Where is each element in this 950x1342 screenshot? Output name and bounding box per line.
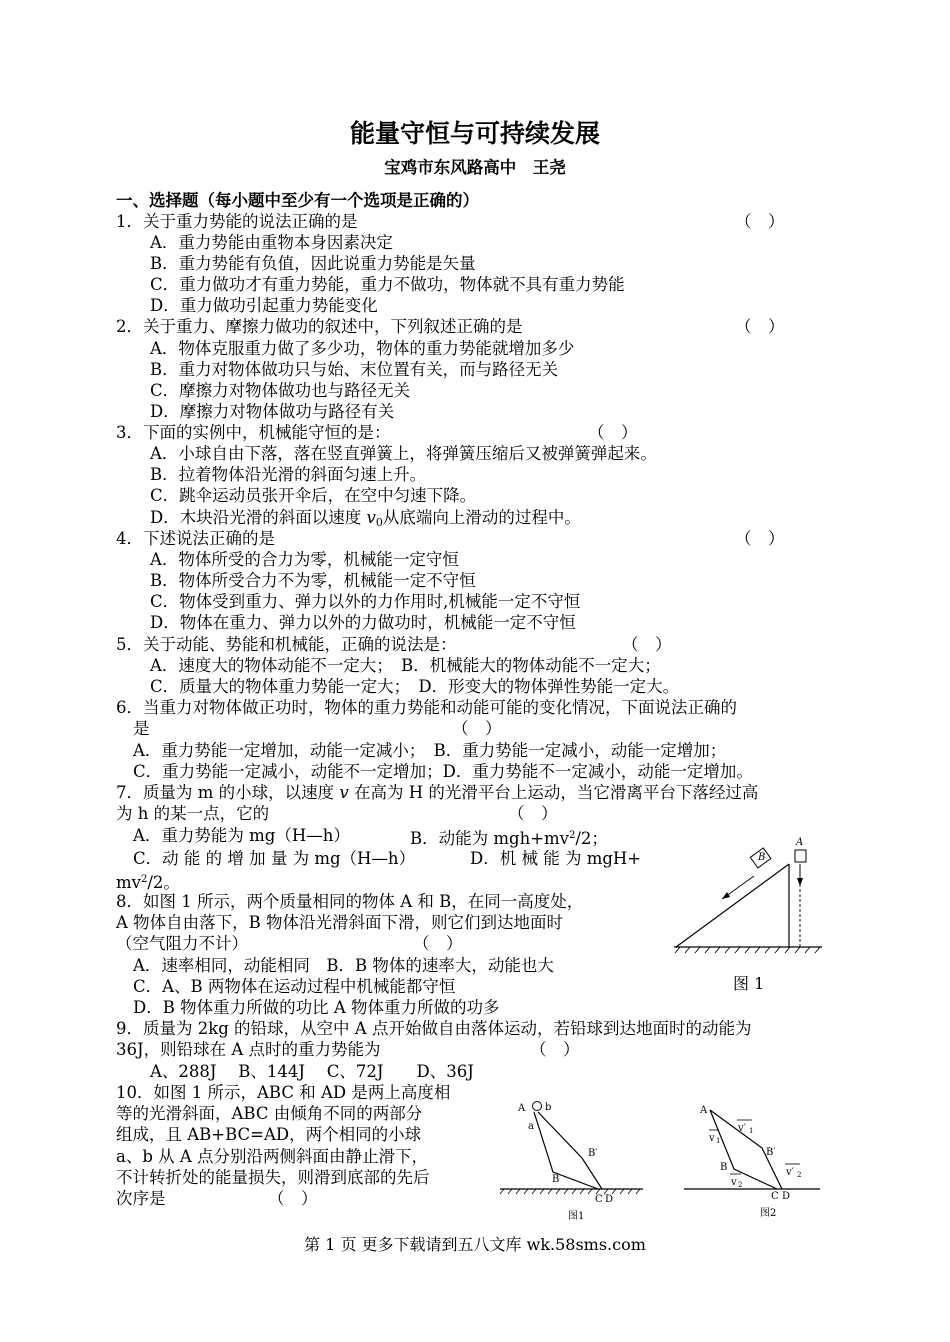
q4-answer-blank: （ ） bbox=[735, 529, 785, 548]
q10-line3: 组成，且 AB+BC=AD，两个相同的小球 bbox=[116, 1125, 422, 1144]
q7-stem-var: v bbox=[339, 783, 349, 802]
q10f2-v2-sub: 2 bbox=[738, 1181, 743, 1189]
q9-answer-blank: （ ） bbox=[530, 1040, 580, 1059]
figure-1-caption: 图 1 bbox=[733, 974, 765, 993]
q10f1-caption: 图1 bbox=[568, 1211, 585, 1222]
q4-option-a: A．物体所受的合力为零，机械能一定守恒 bbox=[150, 550, 459, 569]
q8-option-d: D．B 物体重力所做的功比 A 物体重力所做的功多 bbox=[133, 998, 500, 1017]
q9-stem-line2: 36J，则铅球在 A 点时的重力势能为 bbox=[116, 1040, 381, 1059]
q5-options-cd: C．质量大的物体重力势能一定大； D．形变大的物体弹性势能一定大。 bbox=[150, 677, 680, 696]
q4-option-d: D．物体在重力、弹力以外的力做功时，机械能一定不守恒 bbox=[150, 613, 576, 632]
q2-answer-blank: （ ） bbox=[735, 317, 785, 336]
q8-option-c: C．A、B 两物体在运动过程中机械能都守恒 bbox=[133, 977, 456, 996]
q7-stem-text-end: 在高为 H 的光滑平台上运动，当它滑离平台下落经过高 bbox=[348, 783, 759, 802]
q8-stem-line3: （空气阻力不计） bbox=[116, 934, 248, 953]
q3-option-a: A．小球自由下落，落在竖直弹簧上，将弹簧压缩后又被弹簧弹起来。 bbox=[150, 444, 657, 463]
q7-b-text: B．动能为 mgh+mv bbox=[410, 829, 569, 848]
q2-option-b: B．重力对物体做功只与始、末位置有关，而与路径无关 bbox=[150, 360, 559, 379]
fig1-block-a bbox=[795, 850, 806, 862]
q7-d-text: mv bbox=[116, 873, 141, 892]
q10f2-v1-sub: 1 bbox=[716, 1137, 721, 1145]
q2-stem: 2．关于重力、摩擦力做功的叙述中，下列叙述正确的是 bbox=[116, 317, 523, 336]
q7-d-text-end: /2。 bbox=[147, 873, 180, 892]
q10f1-label-a: a bbox=[528, 1121, 534, 1132]
q9-stem-line1: 9．质量为 2kg 的铅球，从空中 A 点开始做自由落体运动，若铅球到达地面时的动能为 bbox=[116, 1019, 752, 1038]
q1-option-b: B．重力势能有负值，因此说重力势能是矢量 bbox=[150, 254, 476, 273]
q10f1-ground-hatch bbox=[500, 1189, 640, 1194]
q3-answer-blank: （ ） bbox=[588, 423, 638, 442]
q2-option-a: A．物体克服重力做了多少功，物体的重力势能就增加多少 bbox=[150, 339, 575, 358]
section-heading: 一、选择题（每小题中至少有一个选项是正确的） bbox=[116, 191, 479, 210]
q7-stem-line1 bbox=[116, 782, 758, 803]
q6-options-cd: C．重力势能一定减小，动能不一定增加；D．重力势能不一定减小，动能一定增加。 bbox=[133, 762, 753, 781]
page-title: 能量守恒与可持续发展 bbox=[349, 119, 600, 148]
q7-option-a: A．重力势能为 mg（H—h） bbox=[133, 826, 350, 845]
q10f1-label-b: b bbox=[545, 1102, 552, 1113]
q1-option-a: A．重力势能由重物本身因素决定 bbox=[150, 233, 393, 252]
q3-stem: 3．下面的实例中，机械能守恒的是： bbox=[116, 423, 391, 442]
q10f2-label-D: D bbox=[782, 1191, 791, 1202]
q10f2-label-B: B bbox=[720, 1162, 728, 1173]
fig1-ground-hatch bbox=[675, 947, 820, 953]
fig1-arrowhead-a bbox=[797, 878, 803, 886]
q7-b-sup: 2 bbox=[569, 830, 576, 841]
q10f2-label-v1p bbox=[737, 1120, 753, 1135]
q7-option-d: D．机 械 能 为 mgH+ bbox=[470, 849, 642, 868]
q3-d-var: v bbox=[366, 508, 376, 527]
q10-line4: a、b 从 A 点分别沿两侧斜面由静止滑下， bbox=[116, 1147, 429, 1166]
fig1-label-a: A bbox=[796, 837, 804, 848]
q10f1-label-C: C bbox=[595, 1194, 603, 1205]
fig1-arrowhead-b bbox=[722, 892, 730, 899]
q10f2-label-A: A bbox=[700, 1105, 708, 1116]
q3-d-sub: 0 bbox=[375, 516, 383, 529]
q2-option-d: D．摩擦力对物体做功与路径有关 bbox=[150, 402, 395, 421]
q10-line1: 10．如图 1 所示，ABC 和 AD 是两上高度相 bbox=[116, 1083, 451, 1102]
q5-answer-blank: （ ） bbox=[622, 635, 672, 654]
fig1-incline bbox=[676, 864, 789, 947]
q8-options-ab: A．速率相同，动能相同 B．B 物体的速率大，动能也大 bbox=[133, 956, 554, 975]
q3-option-c: C．跳伞运动员张开伞后，在空中匀速下降。 bbox=[150, 486, 477, 505]
q10-answer-blank: （ ） bbox=[268, 1189, 318, 1208]
q9-options: A、288J B、144J C、72J D、36J bbox=[150, 1062, 474, 1081]
q10f2-label-v2 bbox=[730, 1174, 742, 1189]
q7-answer-blank: （ ） bbox=[508, 804, 558, 823]
q6-options-ab: A．重力势能一定增加，动能一定减小； B．重力势能一定减小，动能一定增加； bbox=[133, 741, 727, 760]
q7-stem-text: 7．质量为 m 的小球，以速度 bbox=[116, 783, 340, 802]
q3-d-text: D．木块沿光滑的斜面以速度 bbox=[150, 508, 367, 527]
q1-stem: 1．关于重力势能的说法正确的是 bbox=[116, 212, 358, 231]
author-line: 宝鸡市东风路高中 王尧 bbox=[384, 158, 566, 177]
fig1-label-b: B bbox=[758, 852, 766, 863]
q2-option-c: C．摩擦力对物体做功也与路径无关 bbox=[150, 381, 411, 400]
q10-figure-1 bbox=[498, 1094, 648, 1229]
q10-figure-2 bbox=[682, 1094, 827, 1229]
q10f2-v1p-sub: 1 bbox=[749, 1127, 754, 1135]
q7-option-b bbox=[410, 825, 608, 849]
q8-stem-line2: A 物体自由落下，B 物体沿光滑斜面下滑，则它们到达地面时 bbox=[116, 913, 564, 932]
q10f2-v1-text: v bbox=[709, 1133, 715, 1144]
q10f1-ball bbox=[533, 1102, 542, 1111]
q10-line2: 等的光滑斜面，ABC 由倾角不同的两部分 bbox=[116, 1104, 423, 1123]
q10-line6: 次序是 bbox=[116, 1189, 166, 1208]
q6-answer-blank: （ ） bbox=[452, 719, 502, 738]
q6-stem-line1: 6．当重力对物体做正功时，物体的重力势能和动能可能的变化情况，下面说法正确的 bbox=[116, 698, 737, 717]
q10f2-v2-text: v bbox=[731, 1177, 737, 1188]
q10f2-label-v2p bbox=[785, 1164, 801, 1179]
q6-stem-line2: 是 bbox=[133, 719, 150, 738]
q7-option-c: C．动 能 的 增 加 量 为 mg（H—h） bbox=[133, 849, 416, 868]
q1-option-d: D．重力做功引起重力势能变化 bbox=[150, 296, 378, 315]
q10f1-label-D: D bbox=[605, 1194, 614, 1205]
q7-stem-line2: 为 h 的某一点，它的 bbox=[116, 804, 270, 823]
q1-answer-blank: （ ） bbox=[735, 212, 785, 231]
q8-stem-line1: 8．如图 1 所示，两个质量相同的物体 A 和 B，在同一高度处， bbox=[116, 892, 584, 911]
q10f1-label-B: B bbox=[552, 1174, 560, 1185]
q3-d-text-end: 从底端向上滑动的过程中。 bbox=[382, 508, 581, 527]
q7-b-text-end: /2； bbox=[575, 829, 608, 848]
q4-option-b: B．物体所受合力不为零，机械能一定不守恒 bbox=[150, 571, 476, 590]
q5-options-ab: A．速度大的物体动能不一定大； B．机械能大的物体动能不一定大； bbox=[150, 656, 661, 675]
figure-1-incline bbox=[672, 832, 832, 957]
q10f2-v2p-sub: 2 bbox=[797, 1171, 802, 1179]
q10f2-v1p-text: v′ bbox=[738, 1123, 746, 1134]
q10f2-label-C: C bbox=[771, 1191, 779, 1202]
q7-option-d-cont bbox=[116, 869, 180, 893]
q10f2-caption: 图2 bbox=[760, 1208, 777, 1219]
page-footer: 第 1 页 更多下载请到五八文库 wk.58sms.com bbox=[304, 1235, 646, 1254]
q8-answer-blank: （ ） bbox=[413, 934, 463, 953]
q5-stem: 5．关于动能、势能和机械能，正确的说法是： bbox=[116, 635, 457, 654]
q1-option-c: C．重力做功才有重力势能，重力不做功，物体就不具有重力势能 bbox=[150, 275, 625, 294]
q10f1-label-A: A bbox=[518, 1103, 526, 1114]
q4-stem: 4．下述说法正确的是 bbox=[116, 529, 275, 548]
q3-option-b: B．拉着物体沿光滑的斜面匀速上升。 bbox=[150, 465, 427, 484]
q4-option-c: C．物体受到重力、弹力以外的力作用时,机械能一定不守恒 bbox=[150, 592, 581, 611]
q10f1-label-Bprime: B′ bbox=[588, 1148, 598, 1159]
q10f2-v2p-text: v′ bbox=[786, 1167, 794, 1178]
q10-line5: 不计转折处的能量损失，则滑到底部的先后 bbox=[116, 1168, 430, 1187]
q10f2-label-Bprime: B′ bbox=[766, 1147, 776, 1158]
q7-d-sup: 2 bbox=[140, 874, 148, 885]
